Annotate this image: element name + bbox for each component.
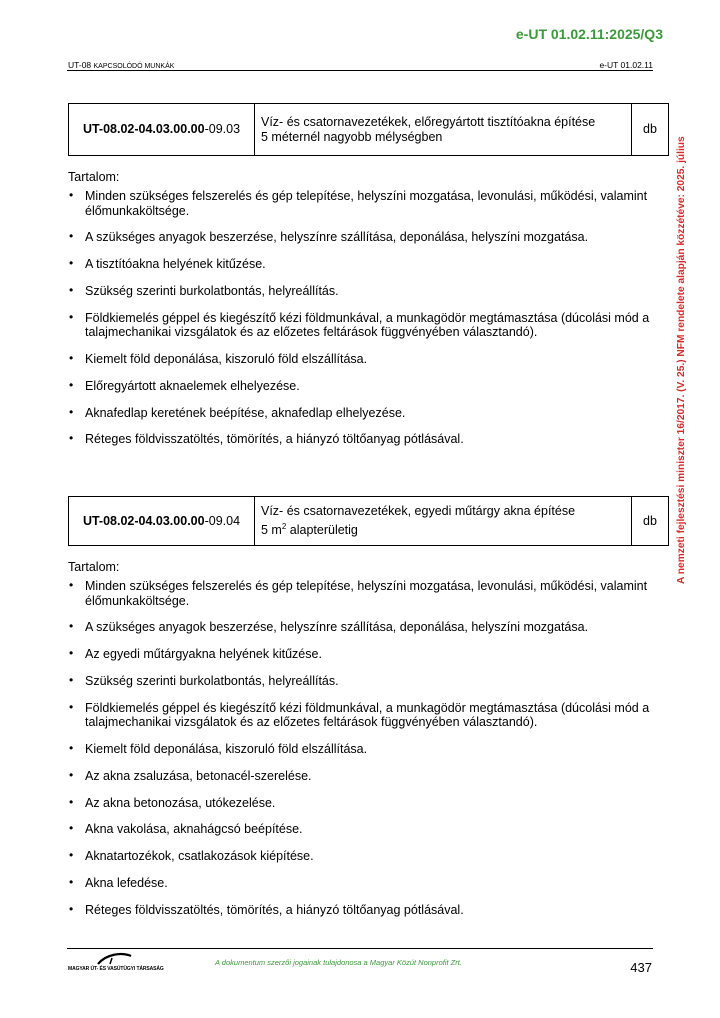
list-item [68, 406, 670, 421]
list-item [68, 579, 670, 608]
item-code: UT-08.02-04.03.00.00-09.03 [69, 104, 255, 156]
list-item-text: Szükség szerinti burkolatbontás, helyreállítás. [85, 673, 339, 688]
list-item-text: Réteges földvisszatöltés, tömörítés, a hiányzó töltőanyag pótlásával. [85, 902, 464, 917]
bullet-icon: • [69, 377, 74, 392]
list-item-text: Kiemelt föld deponálása, kiszoruló föld elszállítása. [85, 741, 368, 756]
list-item [68, 674, 670, 689]
item-unit: db [632, 104, 669, 156]
bullet-icon: • [69, 619, 74, 634]
work-item-section [68, 103, 670, 459]
bullet-icon: • [69, 309, 74, 324]
work-item-section [68, 496, 670, 930]
list-item [68, 432, 670, 447]
bullet-icon: • [69, 431, 74, 446]
list-item [68, 284, 670, 299]
contents-label: Tartalom: [68, 560, 120, 574]
list-item-text: Aknatartozékok, csatlakozások kiépítése. [85, 849, 314, 864]
bullet-icon: • [69, 821, 74, 836]
list-item [68, 742, 670, 757]
list-item-text: Aknafedlap keretének beépítése, aknafedlap elhelyezése. [85, 405, 406, 420]
footer-divider [67, 948, 653, 949]
contents-label: Tartalom: [68, 170, 120, 184]
logo-arc-icon [96, 952, 132, 965]
list-item-text: Réteges földvisszatöltés, tömörítés, a hiányzó töltőanyag pótlásával. [85, 432, 464, 447]
list-item [68, 849, 670, 864]
bullet-icon: • [69, 188, 74, 202]
list-item [68, 903, 670, 918]
bullet-icon: • [69, 578, 74, 592]
list-item [68, 796, 670, 811]
contents-list [68, 579, 670, 917]
list-item [68, 379, 670, 394]
bullet-icon: • [69, 404, 74, 419]
contents-list [68, 189, 670, 447]
list-item-text: Az akna betonozása, utókezelése. [85, 795, 276, 810]
list-item [68, 769, 670, 784]
list-item-text: Földkiemelés géppel és kiegészítő kézi földmunkával, a munkagödör megtámasztása (dúcolási mód a talajmechanikai vizsgálatok és az előzetes feltárások függvényében választandó). [85, 700, 650, 730]
bullet-icon: • [69, 740, 74, 755]
list-item [68, 230, 670, 245]
item-code: UT-08.02-04.03.00.00-09.04 [69, 497, 255, 546]
bullet-icon: • [69, 282, 74, 297]
list-item-text: Akna vakolása, aknahágcsó beépítése. [85, 822, 303, 837]
list-item [68, 822, 670, 837]
bullet-icon: • [69, 848, 74, 863]
list-item-text: A szükséges anyagok beszerzése, helyszínre szállítása, deponálása, helyszíni mozgatása. [85, 620, 589, 635]
list-item [68, 876, 670, 891]
list-item-text: A tisztítóakna helyének kitűzése. [85, 257, 266, 272]
list-item-text: Minden szükséges felszerelés és gép telepítése, helyszíni mozgatása, levonulási, működési, valamint élőmunkaköltsége. [85, 579, 648, 608]
bullet-icon: • [69, 256, 74, 271]
bullet-icon: • [69, 646, 74, 661]
bullet-icon: • [69, 699, 74, 714]
bullet-icon: • [69, 874, 74, 889]
copyright-note: A dokumentum szerzői jogainak tulajdonosa a Magyar Közút Nonprofit Zrt. [215, 958, 462, 967]
header-divider [67, 70, 653, 71]
work-item-table [68, 103, 669, 156]
running-header-ref: e-UT 01.02.11 [599, 60, 653, 70]
item-description: Víz- és csatornavezetékek, egyedi műtárgy akna építése 5 $m^2$ alapterületig [255, 497, 632, 546]
section-title: KAPCSOLÓDÓ MUNKÁK [93, 63, 175, 70]
list-item-text: Minden szükséges felszerelés és gép telepítése, helyszíni mozgatása, levonulási, működési, valamint élőmunkaköltsége. [85, 189, 648, 218]
publication-note: A nemzeti fejlesztési miniszter 16/2017. (V. 25.) NFM rendelete alapján közzétéve: 2025. július [676, 136, 687, 584]
bullet-icon: • [69, 901, 74, 916]
list-item-text: Az egyedi műtárgyakna helyének kitűzése. [85, 647, 322, 662]
bullet-icon: • [69, 350, 74, 365]
logo-text: MAGYAR ÚT- ÉS VASÚTÜGYI TÁRSASÁG [68, 966, 164, 972]
page-number: 437 [630, 960, 652, 975]
bullet-icon: • [69, 767, 74, 782]
list-item-text: A szükséges anyagok beszerzése, helyszínre szállítása, deponálása, helyszíni mozgatása. [85, 230, 589, 245]
document-code: e-UT 01.02.11:2025/Q3 [515, 26, 663, 42]
bullet-icon: • [69, 229, 74, 244]
bullet-icon: • [69, 672, 74, 687]
bullet-icon: • [69, 794, 74, 809]
work-item-table [68, 496, 669, 546]
item-unit: db [632, 497, 669, 546]
item-description: Víz- és csatornavezetékek, előregyártott tisztítóakna építése 5 méternél nagyobb mélységben [255, 104, 632, 156]
list-item-text: Az akna zsaluzása, betonacél-szerelése. [85, 768, 312, 783]
list-item [68, 620, 670, 635]
list-item [68, 189, 670, 218]
society-logo [68, 952, 164, 974]
list-item-text: Szükség szerinti burkolatbontás, helyreállítás. [85, 283, 339, 298]
list-item [68, 701, 670, 730]
running-header-section [68, 60, 174, 70]
list-item [68, 257, 670, 272]
list-item [68, 352, 670, 367]
list-item-text: Előregyártott aknaelemek elhelyezése. [85, 378, 300, 393]
section-prefix: UT-08 [68, 60, 94, 70]
list-item-text: Akna lefedése. [85, 875, 168, 890]
list-item [68, 311, 670, 340]
list-item [68, 647, 670, 662]
list-item-text: Kiemelt föld deponálása, kiszoruló föld elszállítása. [85, 351, 368, 366]
list-item-text: Földkiemelés géppel és kiegészítő kézi földmunkával, a munkagödör megtámasztása (dúcolási mód a talajmechanikai vizsgálatok és az előzetes feltárások függvényében választandó). [85, 310, 650, 340]
